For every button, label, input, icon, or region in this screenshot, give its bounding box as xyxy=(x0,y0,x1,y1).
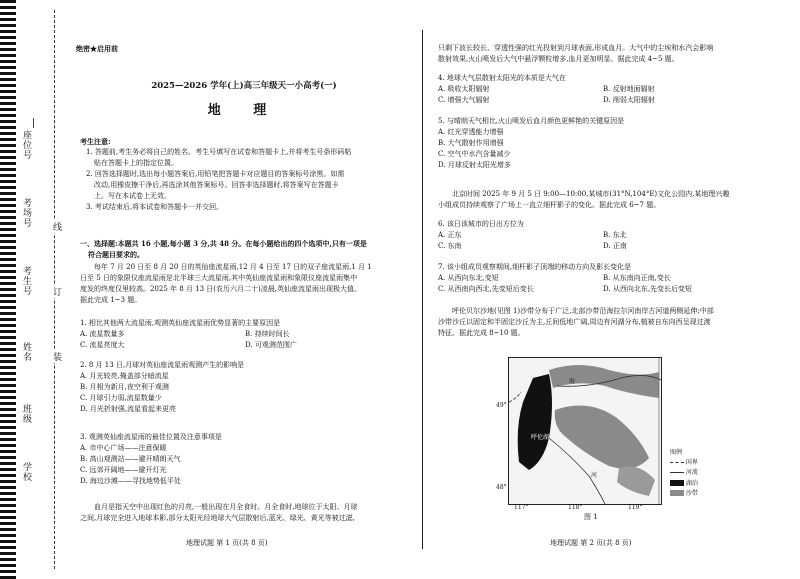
page-footer-1: 地理试题 第 1 页(共 8 页) xyxy=(186,539,268,547)
legend-river: 河流 xyxy=(670,468,698,478)
question-2: 2. 8 月 13 日,月球对英仙座流星雨观测产生的影响是 A. 月光较亮,掩盖部分暗流星 B. 月相为新月,夜空利于观测 C. 月球引力弱,流星数量少 D. 月光折射强,流星看起来更亮 xyxy=(80,360,410,415)
passage-3: 北京时间 2025 年 9 月 5 日 9:00—10:00,某城市(31°N,104°E)文化公园内,某地理兴趣 小组成员持续观察了广场上一直立细杆影子的变化。据此完成 6~7 题。 xyxy=(438,190,730,210)
notes-block xyxy=(80,136,410,213)
option: C. 东南 xyxy=(438,242,462,251)
binding-stripe xyxy=(0,0,16,579)
secret-mark: 绝密★启用前 xyxy=(76,44,118,53)
lat-label-49: 49° xyxy=(496,402,507,409)
passage-2-cont: 只剩下波长较长、穿透性强的红光投射到月球表面,形成血月。大气中的尘埃和水汽会影响 散射效果,火山喷发后大气中悬浮颗粒增多,血月更加明显。据此完成 4~5 题。 xyxy=(438,44,714,64)
section-heading: 一、选择题:本题共 16 小题,每小题 3 分,共 48 分。在每小题给出的四个选项中,只有一项是 符合题目要求的。 xyxy=(80,239,367,260)
option: C. 增强大气辐射 xyxy=(438,96,490,105)
option: D. 月球反射太阳光增多 xyxy=(438,161,511,170)
legend-sand: 沙带 xyxy=(670,489,698,499)
question-4: 4. 地球大气层散射太阳光的本质是大气在 A. 吸收太阳辐射 B. 反射地面辐射 C. 增强大气辐射 D. 削弱太阳辐射 xyxy=(438,73,768,106)
legend-title: 图例 xyxy=(670,449,683,456)
page-footer-2: 地理试题 第 2 页(共 8 页) xyxy=(550,539,632,547)
option: D. 月光折射强,流星看起来更亮 xyxy=(80,405,177,414)
option: C. 远郊开阔地——避开灯光 xyxy=(80,466,167,475)
notes-title: 考生注意: xyxy=(80,137,111,146)
note-line: 3. 考试结束后,将本试卷和答题卡一并交回。 xyxy=(86,203,224,212)
school-label: 学校 xyxy=(21,462,31,482)
option: B. 月相为新月,夜空利于观测 xyxy=(80,383,169,392)
option: B. 大气散射作用增强 xyxy=(438,139,504,148)
cut-label-line: 线 xyxy=(51,222,61,231)
option: A. 红光穿透能力增强 xyxy=(438,128,504,137)
figure-caption: 图 1 xyxy=(584,513,598,521)
note-line: 改动,用橡皮擦干净后,再选涂其他答案标号。回答非选择题时,将答案写在答题卡 xyxy=(94,181,339,190)
passage-4: 呼伦贝尔沙地(见图 1)沙带分布于广泛,北部沙带沿海拉尔河南岸古河道两侧延伸;中部 沙带沙丘以固定和半固定沙丘为主,丘间低地广阔,周边有河湖分布,植被自东向西呈现过渡 特征。据此完成 8~10 题。 xyxy=(438,307,714,338)
option: A. 流星数量多 xyxy=(80,330,125,339)
option: A. 正东 xyxy=(438,231,462,240)
exam-title: 2025—2026 学年(上)高三年级天一小高考(一) xyxy=(151,81,337,91)
option: A. 从西向东北,变短 xyxy=(438,274,499,283)
option: B. 东北 xyxy=(603,231,627,240)
passage-1: 每年 7 月 20 日至 8 月 20 日的英仙座流星雨,12 月 4 日至 17 日的双子座流星雨,1 月 1 日至 5 日的象限仪座流星雨是北半球三大流星雨,其中英仙座流星雨和象限仪座流星雨集中 度发的终度仅里较高。2025 年 8 月 13 日(农历六月二十)凌晨,英仙座流星雨出现极大值。 据此完成 1~3 题。 xyxy=(80,263,372,305)
legend-lake: 湖泊 xyxy=(670,479,698,489)
option: D. 削弱太阳辐射 xyxy=(603,96,655,105)
option: C. 空气中水汽含量减少 xyxy=(438,150,511,159)
option: B. 持续时间长 xyxy=(245,330,290,339)
exam-room-label: 考场号 xyxy=(21,198,31,228)
option: D. 可观测范围广 xyxy=(245,341,297,350)
option: B. 反射地面辐射 xyxy=(603,85,655,94)
map-legend xyxy=(670,448,698,499)
lat-label-48: 48° xyxy=(496,484,507,491)
passage-2: 血月是指天空中出现红色的月亮,一般出现在月全食时。月全食时,地球位于太阳、月球 之间,月球完全进入地球本影,部分太阳光经地球大气层散射后,蓝光、绿光、黄光等被过滤, xyxy=(80,503,358,523)
candidate-number-label: 考生号 xyxy=(21,266,31,296)
lon-label-117: 117° xyxy=(514,504,529,511)
question-5: 5. 与晴朗天气相比,火山喷发后血月颜色更鲜艳的关键原因是 A. 红光穿透能力增强 B. 大气散射作用增强 C. 空气中水汽含量减少 D. 月球反射太阳光增多 xyxy=(438,116,768,171)
note-line: 贴在答题卡上的指定位置。 xyxy=(94,159,178,168)
map-svg xyxy=(509,358,661,504)
option: D. 从西向北东,先变长后变短 xyxy=(603,285,693,294)
question-7: 7. 该小组成员观察期间,细杆影子顶端的移动方向及影长变化是 A. 从西向东北,变短 B. 从东南向正南,变长 C. 从西南向西北,先变短后变长 D. 从西向北东,先变长后变短 xyxy=(438,262,768,295)
legend-border: 国界 xyxy=(670,458,698,468)
lake-label: 呼伦湖 xyxy=(531,434,550,441)
note-line: 上。写在本试卷上无效。 xyxy=(94,192,171,201)
option: A. 月光较亮,掩盖部分暗流星 xyxy=(80,372,169,381)
option: C. 从西南向西北,先变短后变长 xyxy=(438,285,534,294)
option: C. 月球引力弱,流星数量少 xyxy=(80,394,162,403)
option: A. 市中心广场——注意保暖 xyxy=(80,444,167,453)
option: C. 流星亮度大 xyxy=(80,341,125,350)
question-6: 6. 该日该城市的日出方位为 A. 正东 B. 东北 C. 东南 D. 正南 xyxy=(438,219,768,252)
river-label-1: 海 xyxy=(569,378,576,385)
option: A. 吸收太阳辐射 xyxy=(438,85,490,94)
page-divider xyxy=(422,30,423,549)
note-line: 2. 回答选择题时,选出每小题答案后,用铅笔把答题卡对应题目的答案标号涂黑。如需 xyxy=(86,170,345,179)
left-page xyxy=(76,0,412,579)
sand-belt-map xyxy=(508,357,662,505)
seat-number-label: 座位号 xyxy=(21,130,31,160)
binding-margin xyxy=(0,0,70,579)
river-label-2: 河 xyxy=(591,472,598,479)
cut-label-bind: 订 xyxy=(51,287,61,296)
note-line: 1. 答题前,考生务必将自己的姓名、考生号填写在试卷和答题卡上,并将考生号条形码粘 xyxy=(86,148,352,157)
question-3: 3. 观测英仙座流星雨的最佳位置及注意事项是 A. 市中心广场——注意保暖 B. 高山观测站——避开晴朗天气 C. 远郊开阔地——避开灯光 D. 海边沙滩——寻找地势低平处 xyxy=(80,432,410,487)
subject-title: 地 理 xyxy=(207,103,281,118)
option: B. 高山观测站——避开晴朗天气 xyxy=(80,455,181,464)
class-label: 班级 xyxy=(21,404,31,424)
option: D. 正南 xyxy=(603,242,627,251)
question-1: 1. 相比其他两大流星雨,观测英仙座流星雨优势显著的主要原因是 A. 流星数量多 B. 持续时间长 C. 流星亮度大 D. 可观测范围广 xyxy=(80,318,410,351)
cut-label-install: 装 xyxy=(51,352,61,361)
lon-label-119: 119° xyxy=(628,504,643,511)
name-label: 姓名 xyxy=(21,342,31,362)
option: D. 海边沙滩——寻找地势低平处 xyxy=(80,477,181,486)
lon-label-118: 118° xyxy=(568,504,583,511)
option: B. 从东南向正南,变长 xyxy=(603,274,671,283)
